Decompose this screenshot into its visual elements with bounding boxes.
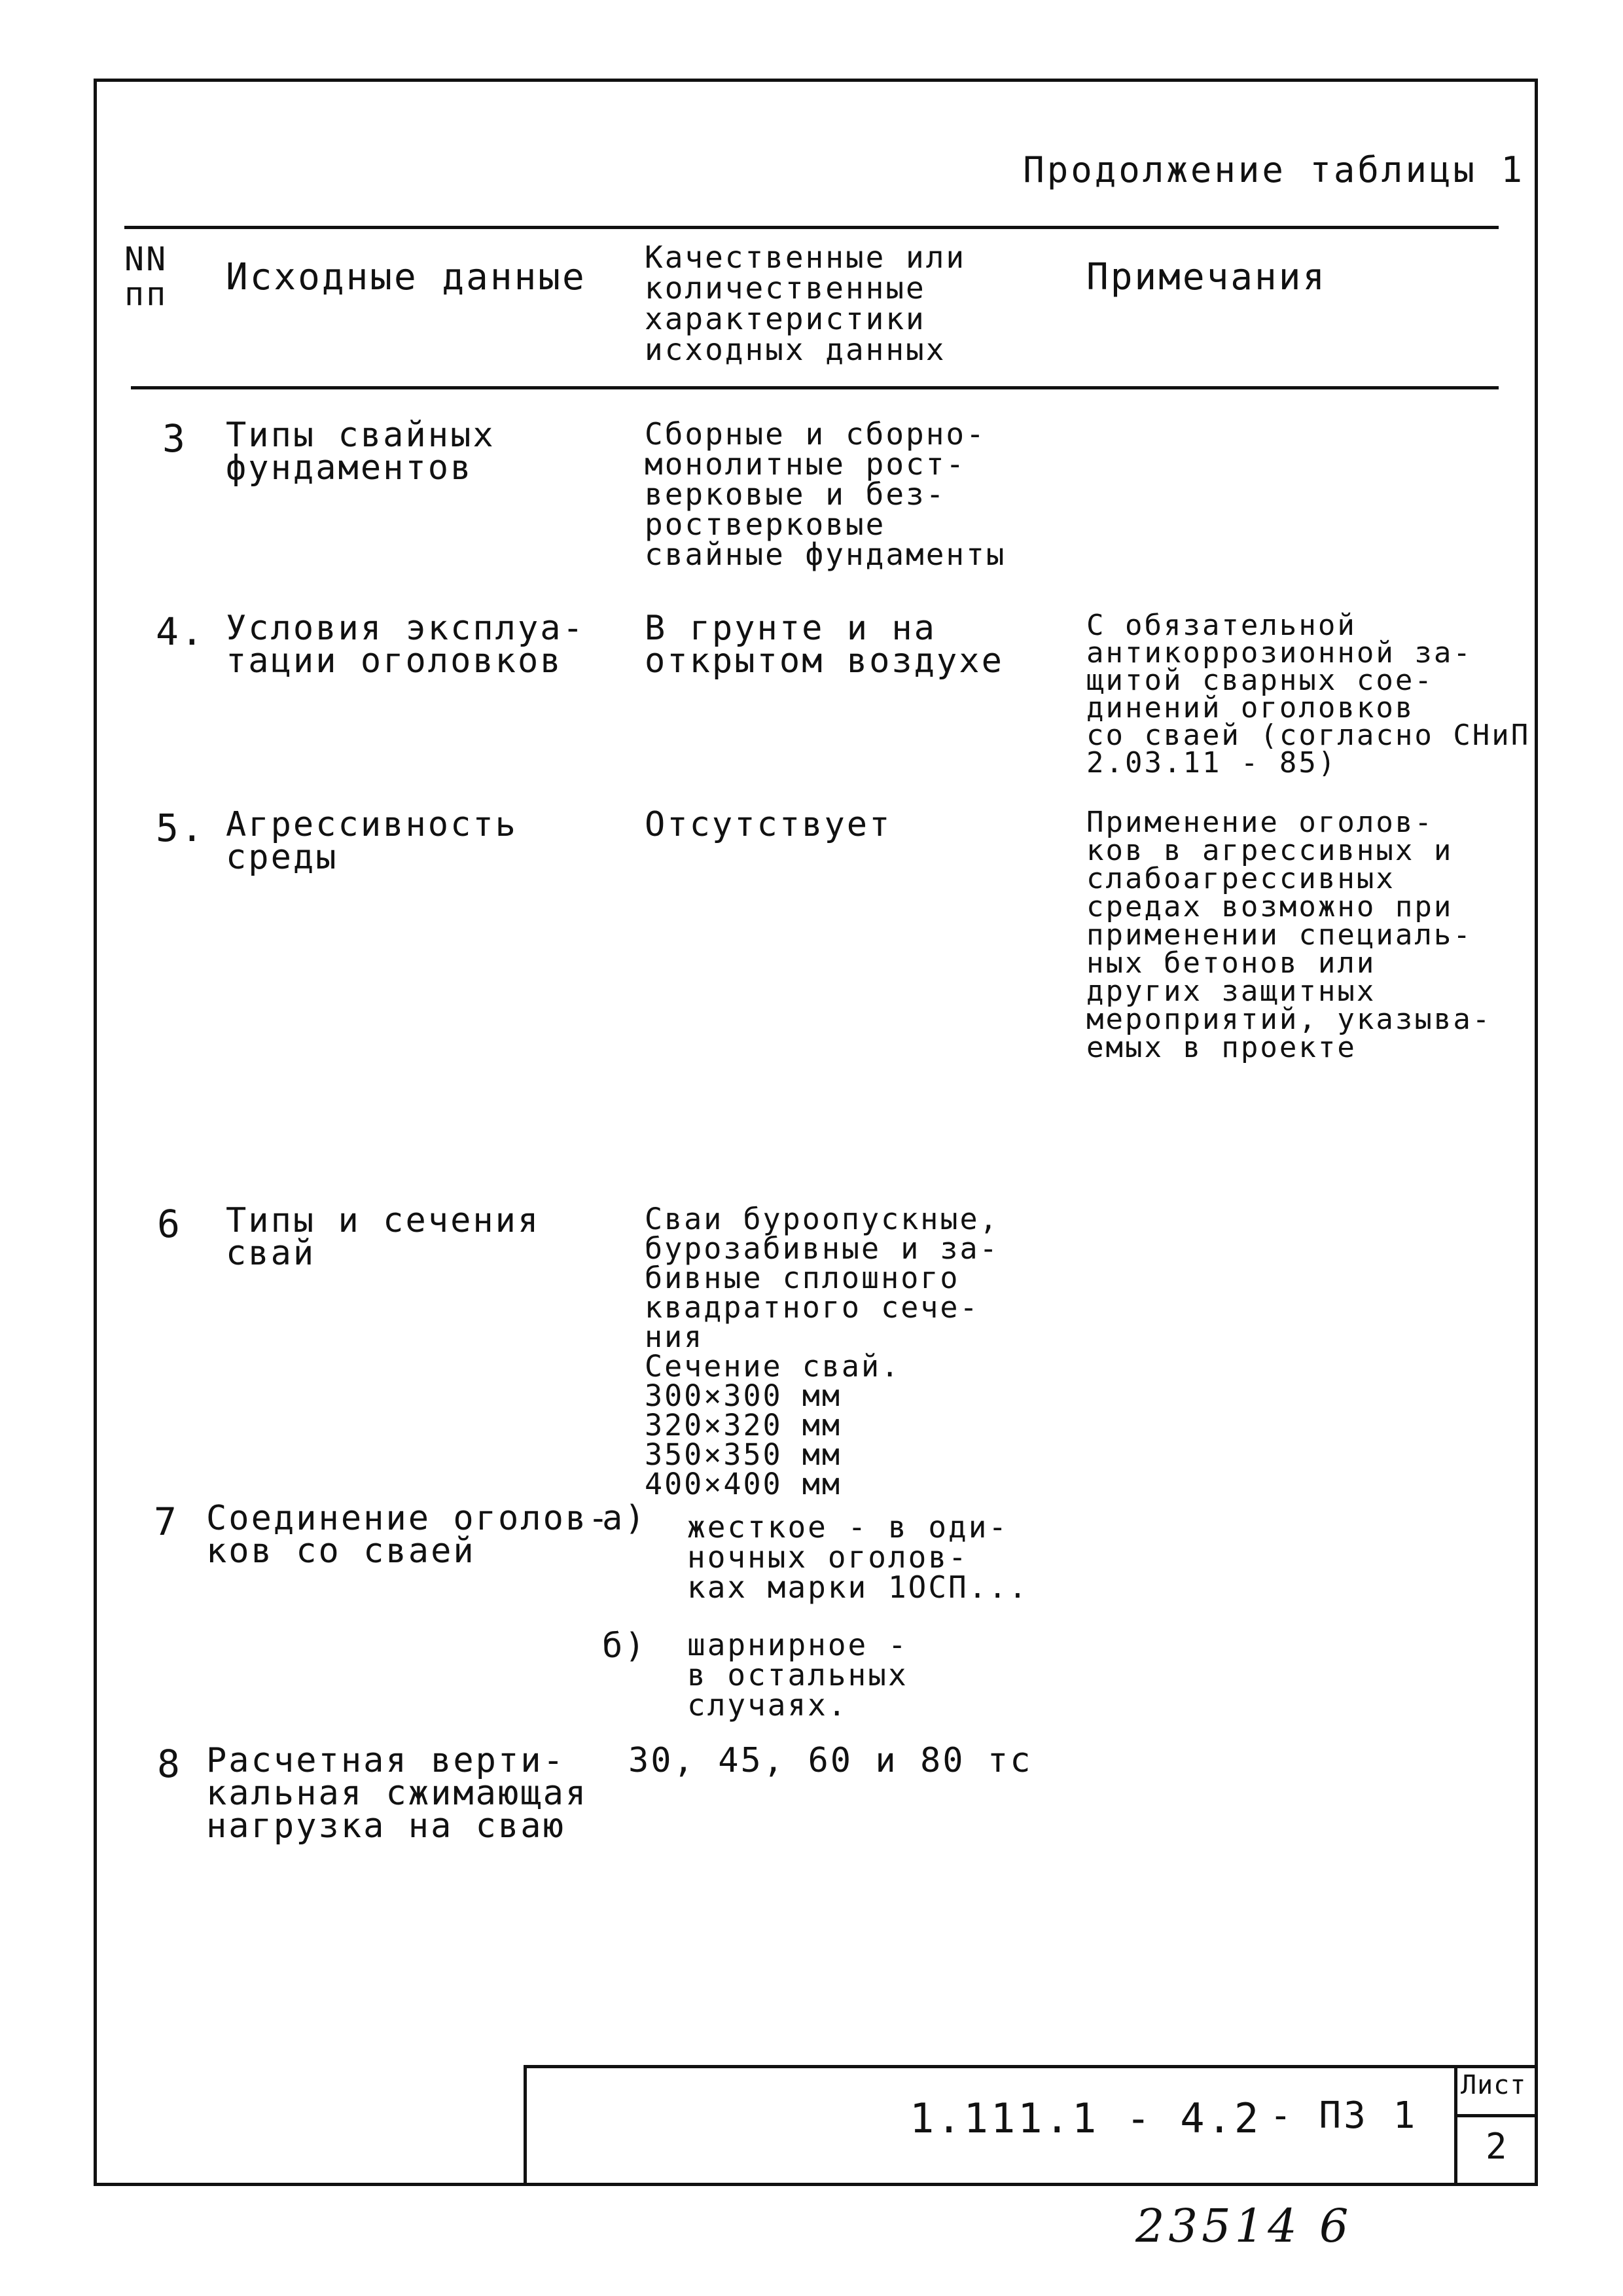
- row-4-quality: В грунте и на открытом воздухе: [645, 609, 1004, 681]
- stamp-sheet-number: 2: [1486, 2126, 1509, 2167]
- page-frame: [94, 79, 1538, 2186]
- row-5-notes: Применение оголов- ков в агрессивных и слабоагрессивных средах возможно при применении специаль- ных бетонов или других защитных мероприятий, указыва- емых в проекте: [1086, 806, 1492, 1064]
- header-top-rule: [124, 226, 1499, 229]
- stamp-code: 1.111.1 - 4.2: [910, 2094, 1262, 2142]
- row-7-quality-b: шарнирное - в остальных случаях.: [687, 1627, 908, 1723]
- row-3-source: Типы свайных фундаментов: [226, 416, 495, 488]
- row-7-source: Соединение оголов- ков со сваей: [206, 1499, 611, 1571]
- row-8-num: 8: [157, 1742, 182, 1786]
- row-7-mark-a: а): [602, 1499, 647, 1538]
- stamp-sheet-rule: [1454, 2114, 1538, 2117]
- row-4-notes: С обязательной антикоррозионной за- щитой сварных сое- динений оголовков со сваей (согласно СНиП 2.03.11 - 85): [1086, 609, 1531, 780]
- row-8-quality: 30, 45, 60 и 80 тс: [628, 1741, 1033, 1780]
- row-8-source: Расчетная верти- кальная сжимающая нагрузка на сваю: [206, 1741, 588, 1846]
- stamp-sheet-divider: [1454, 2065, 1457, 2186]
- row-3-num: 3: [162, 416, 187, 461]
- header-source: Исходные данные: [226, 256, 586, 298]
- row-6-num: 6: [157, 1202, 182, 1246]
- row-5-source: Агрессивность среды: [226, 805, 518, 877]
- stamp-left-rule: [524, 2065, 527, 2186]
- stamp-doc: - ПЗ 1: [1270, 2094, 1418, 2137]
- row-7-quality-a: жесткое - в оди- ночных оголов- ках марки 1ОСП...: [687, 1509, 1029, 1605]
- table-continuation-title: Продолжение таблицы 1: [1023, 149, 1525, 190]
- row-7-mark-b: б): [602, 1626, 647, 1666]
- handwritten-number: 23514 6: [1135, 2199, 1353, 2253]
- row-4-num: 4.: [156, 609, 205, 654]
- header-num: NN пп: [124, 240, 168, 313]
- stamp-sheet-label: Лист: [1461, 2070, 1527, 2100]
- row-6-quality: Сваи буроопускные, бурозабивные и за- бивные сплошного квадратного сече- ния Сечение свай. 300×300 мм 320×320 мм 350×350 мм 400×400 мм: [645, 1202, 999, 1501]
- row-4-source: Условия эксплуа- тации оголовков: [226, 609, 585, 681]
- header-bottom-rule: [131, 386, 1499, 389]
- row-7-num: 7: [154, 1499, 179, 1544]
- header-quality: Качественные или количественные характеристики исходных данных: [645, 240, 967, 367]
- header-notes: Примечания: [1086, 256, 1327, 298]
- row-5-num: 5.: [156, 806, 205, 850]
- row-6-source: Типы и сечения свай: [226, 1201, 541, 1273]
- stamp-top-rule: [524, 2065, 1538, 2068]
- row-3-quality: Сборные и сборно- монолитные рост- верковые и без- ростверковые свайные фундаменты: [645, 416, 1007, 572]
- row-5-quality: Отсутствует: [645, 805, 892, 844]
